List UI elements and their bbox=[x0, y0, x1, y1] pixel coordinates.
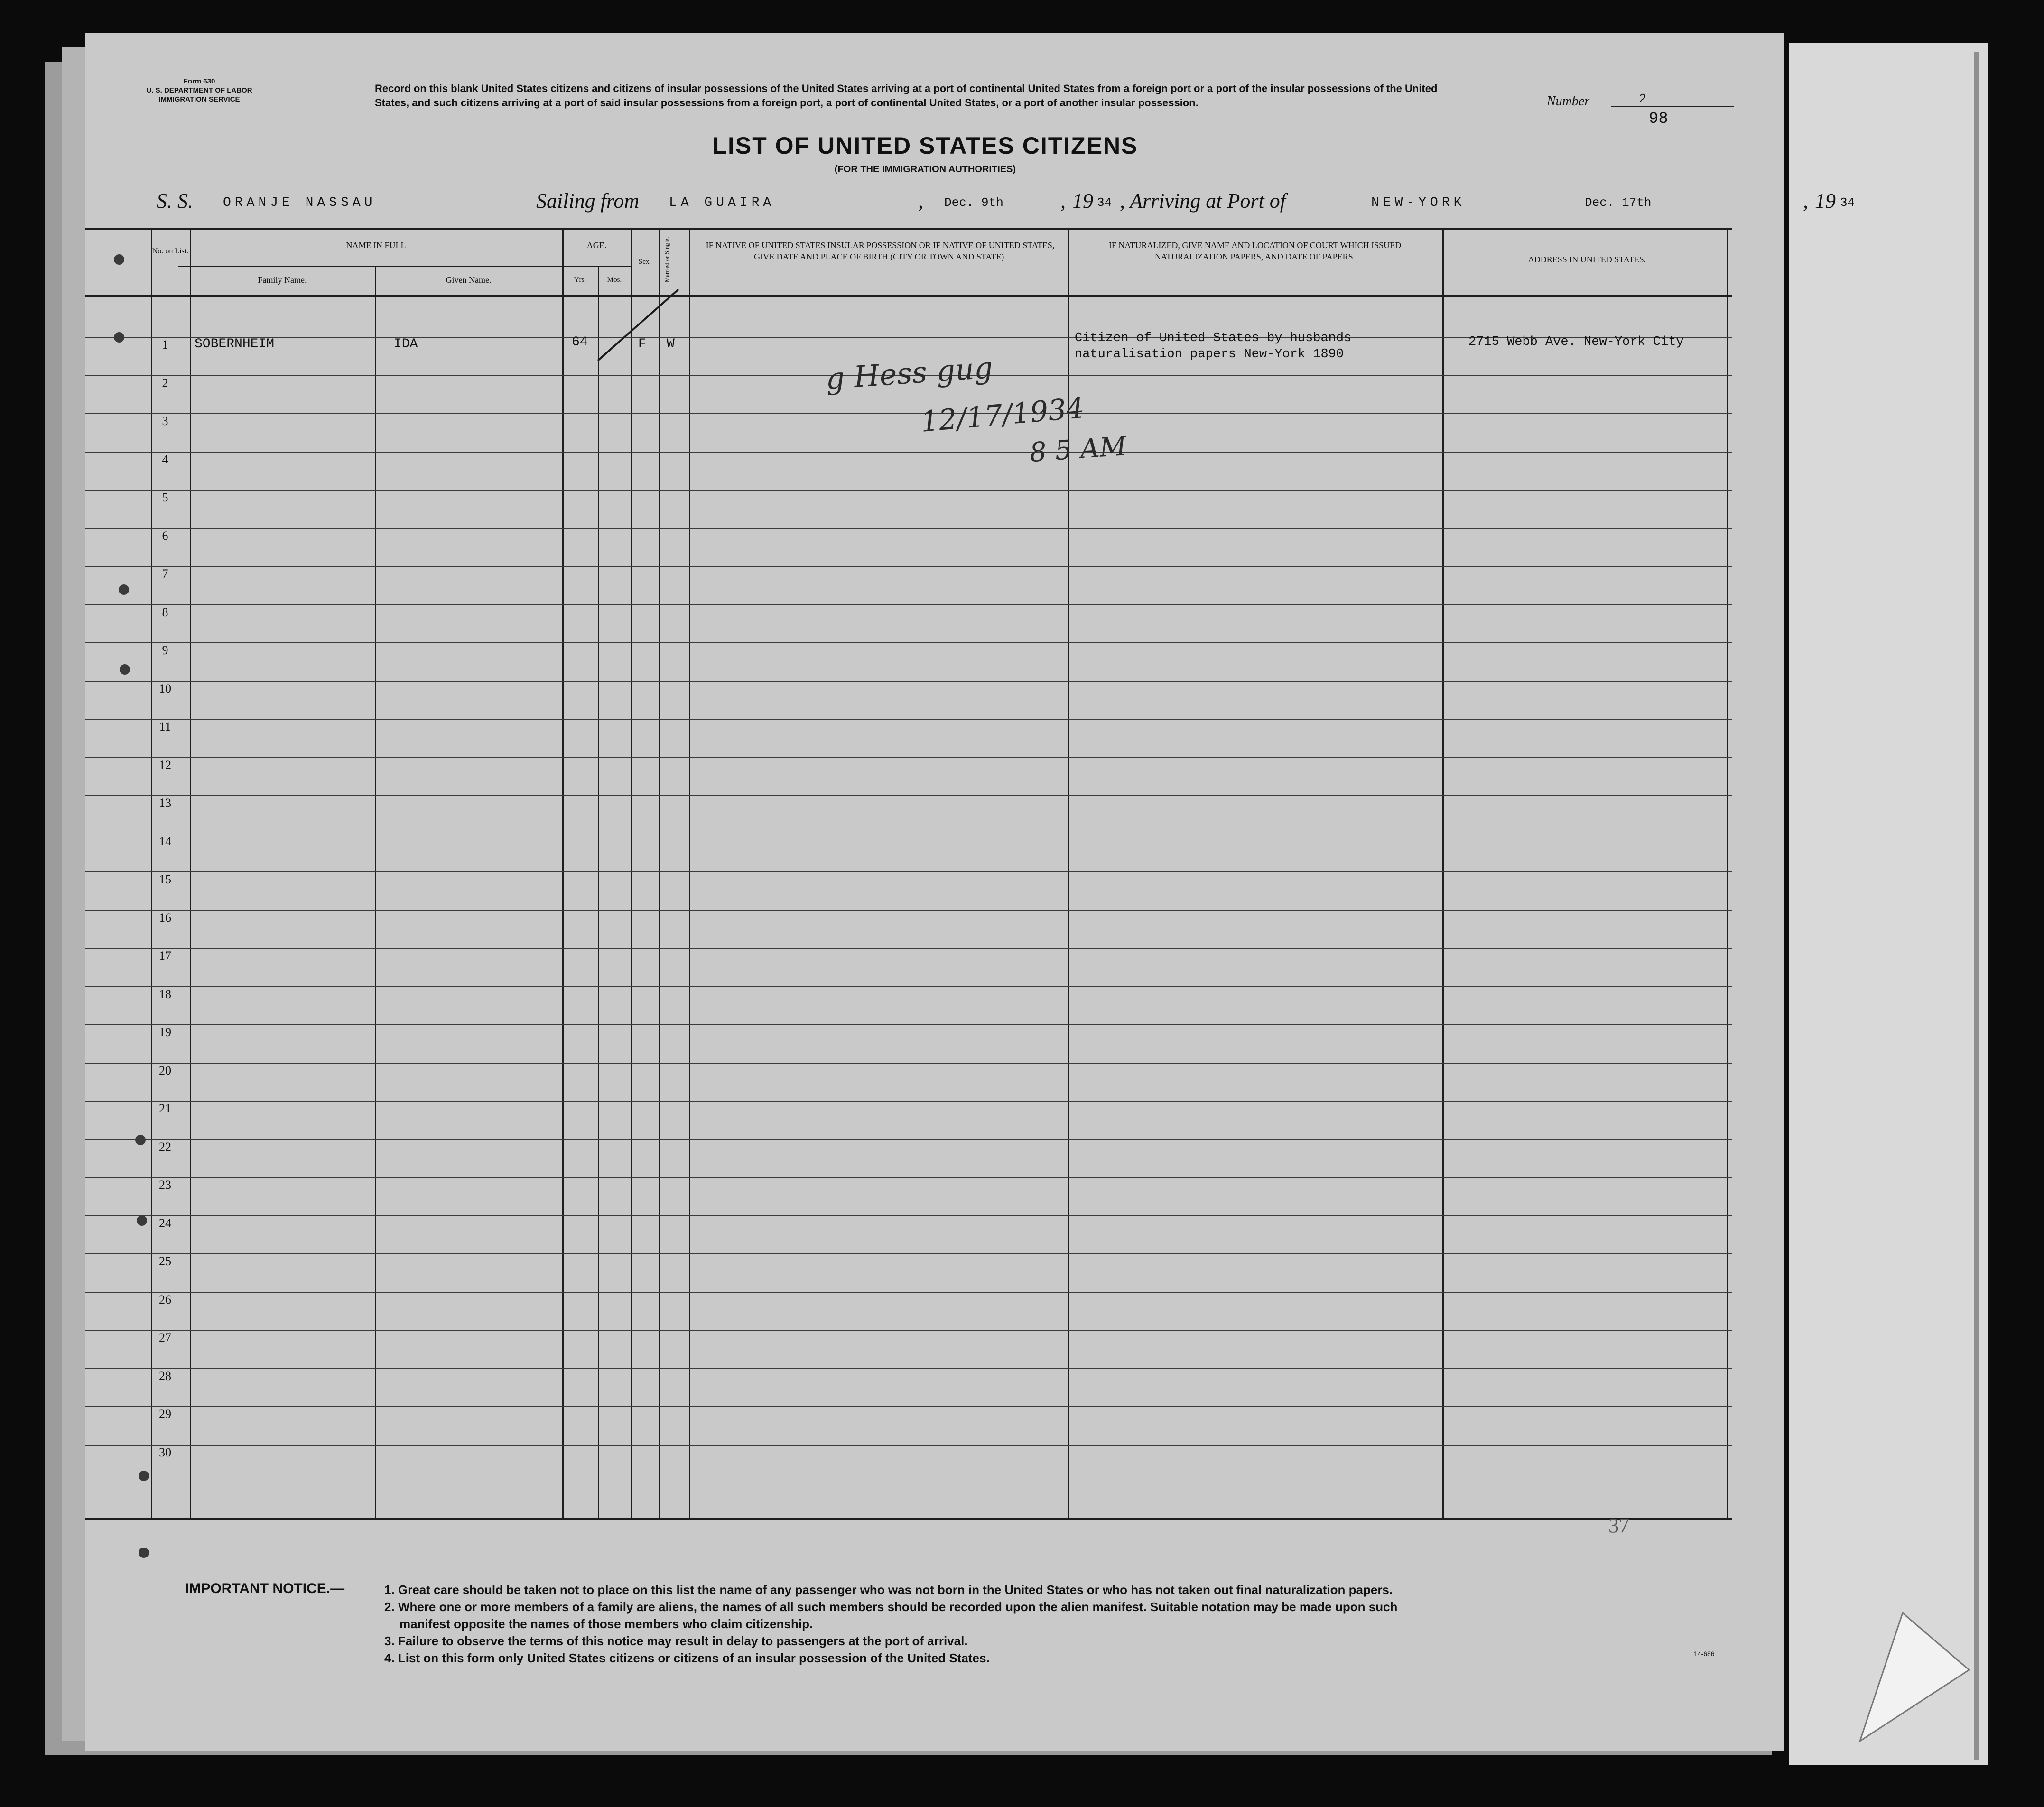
row-line bbox=[85, 948, 1732, 949]
header-given-name: Given Name. bbox=[446, 275, 492, 285]
adjacent-page bbox=[1789, 43, 1988, 1765]
row-number: 18 bbox=[159, 987, 171, 1001]
row-number: 27 bbox=[159, 1331, 171, 1344]
row-line bbox=[85, 413, 1732, 414]
row-line bbox=[85, 1368, 1732, 1369]
entry-sex: F bbox=[638, 337, 646, 352]
row-number: 3 bbox=[162, 414, 168, 428]
pen-diagonal-mark bbox=[584, 285, 688, 365]
entry-naturalization-line2: naturalisation papers New-York 1890 bbox=[1075, 347, 1344, 361]
handwritten-time: 8 5 AM bbox=[1028, 430, 1128, 469]
arrive-year-suffix: 34 bbox=[1840, 195, 1855, 210]
row-line bbox=[85, 757, 1732, 758]
row-number: 22 bbox=[159, 1140, 171, 1154]
depart-year-prefix: 19 bbox=[1072, 189, 1093, 213]
number-value: 2 bbox=[1611, 91, 1734, 107]
notice-item-1: 1. Great care should be taken not to place on this list the name of any passenger who was not born in the United States or who has not taken out final naturalization papers. bbox=[384, 1583, 1393, 1597]
row-line bbox=[85, 1177, 1732, 1178]
row-number: 6 bbox=[162, 529, 168, 543]
row-line bbox=[85, 1063, 1732, 1064]
handwritten-date: 12/17/1934 bbox=[919, 391, 1086, 439]
folded-corner bbox=[1850, 1603, 1974, 1746]
row-number: 9 bbox=[162, 643, 168, 657]
notice-heading: IMPORTANT NOTICE.— bbox=[185, 1581, 345, 1596]
row-line bbox=[85, 871, 1732, 872]
col-border-address bbox=[1442, 228, 1444, 1518]
header-name-in-full: NAME IN FULL bbox=[346, 241, 406, 250]
notice-item-2: 2. Where one or more members of a family are aliens, the names of all such members should be recorded upon the alien manifest. Suitable notation may be made upon such bbox=[384, 1600, 1398, 1614]
stamped-number: 98 bbox=[1649, 110, 1668, 128]
row-line bbox=[85, 1292, 1732, 1293]
department-name: U. S. DEPARTMENT OF LABOR bbox=[146, 86, 252, 94]
entry-marital: W bbox=[667, 337, 675, 352]
row-number: 19 bbox=[159, 1025, 171, 1039]
binder-hole bbox=[114, 254, 124, 265]
ship-name: ORANJE NASSAU bbox=[223, 195, 376, 210]
row-number: 4 bbox=[162, 453, 168, 466]
row-line bbox=[85, 604, 1732, 605]
entry-naturalization-line1: Citizen of United States by husbands bbox=[1075, 331, 1352, 345]
row-number: 13 bbox=[159, 796, 171, 810]
age-subheader-line bbox=[562, 266, 632, 267]
row-number: 1 bbox=[162, 338, 168, 352]
row-number: 14 bbox=[159, 834, 171, 848]
row-line bbox=[85, 490, 1732, 491]
notice-item-4: 4. List on this form only United States citizens or citizens of an insular possession of the United States. bbox=[384, 1651, 990, 1665]
row-number: 15 bbox=[159, 872, 171, 886]
header-bottom-border bbox=[85, 295, 1732, 297]
number-label: Number bbox=[1547, 94, 1590, 109]
row-number: 7 bbox=[162, 567, 168, 581]
row-number: 17 bbox=[159, 949, 171, 963]
row-number: 5 bbox=[162, 491, 168, 504]
col-border-native bbox=[689, 228, 690, 1518]
row-number: 28 bbox=[159, 1369, 171, 1383]
row-line bbox=[85, 452, 1732, 453]
binder-hole bbox=[137, 1215, 147, 1226]
entry-given-name: IDA bbox=[394, 337, 418, 352]
port-to: NEW-YORK bbox=[1371, 195, 1466, 210]
page-edge bbox=[1974, 52, 1979, 1760]
row-line bbox=[85, 910, 1732, 911]
col-border-married bbox=[659, 228, 660, 1518]
row-line bbox=[85, 566, 1732, 567]
col-border-family bbox=[190, 228, 191, 1518]
row-line bbox=[85, 1215, 1732, 1216]
binder-hole bbox=[120, 664, 130, 675]
depart-year-suffix: 34 bbox=[1097, 195, 1112, 210]
entry-age-years: 64 bbox=[572, 335, 588, 350]
table-bottom-border bbox=[85, 1518, 1732, 1520]
row-number: 26 bbox=[159, 1293, 171, 1307]
row-line bbox=[85, 719, 1732, 720]
page-subtitle: (FOR THE IMMIGRATION AUTHORITIES) bbox=[834, 164, 1016, 175]
row-line bbox=[85, 1330, 1732, 1331]
row-number: 2 bbox=[162, 376, 168, 390]
row-number: 10 bbox=[159, 682, 171, 695]
handwritten-initials: g Hess gug bbox=[824, 350, 994, 397]
arrive-year-prefix: 19 bbox=[1815, 189, 1836, 213]
binder-hole bbox=[114, 332, 124, 343]
row-number: 25 bbox=[159, 1254, 171, 1268]
header-sex: Sex. bbox=[638, 258, 651, 266]
row-line bbox=[85, 1253, 1732, 1254]
binder-hole bbox=[139, 1471, 149, 1481]
depart-date: Dec. 9th bbox=[944, 195, 1003, 210]
header-age: AGE. bbox=[586, 241, 607, 250]
header-mos: Mos. bbox=[607, 276, 622, 284]
arriving-label: , Arriving at Port of bbox=[1120, 189, 1286, 213]
header-family-name: Family Name. bbox=[258, 275, 307, 285]
form-number: Form 630 bbox=[183, 77, 215, 85]
row-number: 30 bbox=[159, 1446, 171, 1459]
header-naturalized: IF NATURALIZED, GIVE NAME AND LOCATION OF COURT WHICH ISSUED NATURALIZATION PAPERS, AND DATE OF PAPERS. bbox=[1108, 241, 1402, 261]
row-line bbox=[85, 1024, 1732, 1025]
header-native: IF NATIVE OF UNITED STATES INSULAR POSSESSION OR IF NATIVE OF UNITED STATES, GIVE DATE AND PLACE OF BIRTH (CITY OR TOWN AND STATE). bbox=[706, 241, 1055, 261]
col-border-right bbox=[1727, 228, 1728, 1518]
row-number: 29 bbox=[159, 1407, 171, 1421]
row-number: 16 bbox=[159, 911, 171, 925]
header-yrs: Yrs. bbox=[574, 276, 586, 284]
service-name: IMMIGRATION SERVICE bbox=[158, 95, 240, 103]
arrive-date: Dec. 17th bbox=[1585, 195, 1652, 210]
row-number: 24 bbox=[159, 1216, 171, 1230]
printer-code: 14-686 bbox=[1694, 1650, 1715, 1658]
table-top-border bbox=[85, 228, 1732, 230]
record-instructions: Record on this blank United States citizens and citizens of insular possessions of the United States arriving at a port of continental United States from a foreign port or a port of the insular possessions of the United States, and such citizens arriving at a port of said insular possessions from a foreign port, a port of continental United States, or a port of another insular possession. bbox=[375, 83, 1438, 109]
row-line bbox=[85, 1139, 1732, 1140]
binder-hole bbox=[139, 1548, 149, 1558]
form-identifier bbox=[128, 77, 270, 104]
row-number: 8 bbox=[162, 605, 168, 619]
row-line bbox=[85, 528, 1732, 529]
row-number: 23 bbox=[159, 1178, 171, 1192]
port-from: LA GUAIRA bbox=[669, 195, 775, 210]
row-line bbox=[85, 795, 1732, 796]
row-line bbox=[85, 1406, 1732, 1407]
entry-family-name: SOBERNHEIM bbox=[195, 337, 275, 352]
header-no: No. on List. bbox=[152, 247, 189, 255]
row-number: 11 bbox=[159, 720, 171, 733]
header-address: ADDRESS IN UNITED STATES. bbox=[1528, 255, 1646, 264]
row-line bbox=[85, 986, 1732, 987]
row-number: 20 bbox=[159, 1064, 171, 1077]
page-title: LIST OF UNITED STATES CITIZENS bbox=[712, 132, 1138, 159]
row-number: 21 bbox=[159, 1102, 171, 1115]
row-line bbox=[85, 1445, 1732, 1446]
binder-hole bbox=[135, 1135, 146, 1145]
voyage-line: S. S. ORANJE NASSAU Sailing from LA GUAIRA , Dec. 9th , 19 34 , Arriving at Port of NEW-YORK Dec. 17th , 19 34 bbox=[157, 189, 1855, 213]
row-line bbox=[85, 642, 1732, 643]
col-border-sex bbox=[631, 228, 632, 1518]
page-number: 37 bbox=[1608, 1514, 1629, 1537]
row-number: 12 bbox=[159, 758, 171, 772]
header-married: Married or Single. bbox=[663, 237, 670, 283]
col-border-yrs bbox=[562, 228, 564, 1518]
notice-item-2-continued: manifest opposite the names of those members who claim citizenship. bbox=[400, 1617, 813, 1631]
row-line bbox=[85, 1101, 1732, 1102]
notice-item-3: 3. Failure to observe the terms of this notice may result in delay to passengers at the port of arrival. bbox=[384, 1634, 968, 1648]
entry-address: 2715 Webb Ave. New-York City bbox=[1468, 335, 1684, 349]
sailing-label: Sailing from bbox=[536, 189, 640, 213]
row-line bbox=[85, 681, 1732, 682]
name-subheader-line bbox=[178, 266, 562, 267]
ss-label: S. S. bbox=[157, 189, 193, 213]
binder-hole bbox=[119, 584, 129, 595]
